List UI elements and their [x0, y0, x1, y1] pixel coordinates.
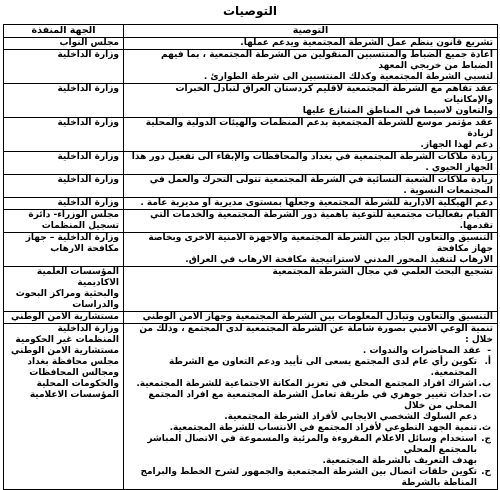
- executing-party-text: مجلس محافظة بغداد: [27, 357, 119, 367]
- executing-party-text: وزارة الداخلية: [57, 84, 119, 94]
- header-recommendation: التوصية: [124, 25, 498, 38]
- sub-item: [128, 434, 491, 456]
- sub-item: [128, 456, 477, 467]
- recommendation-cell: [124, 84, 498, 118]
- executing-party-text: المؤسسات الاعلامية: [29, 390, 119, 400]
- sub-item: [128, 357, 491, 379]
- recommendation-text: والتعاون لاسيما في المناطق المتنازع عليها: [302, 106, 493, 116]
- executing-party-text: المؤسسات العلمية الاكاديمية: [36, 267, 119, 288]
- sub-item-text: تكوين رأي عام لدى المجتمع يسعى الى تأييد ودعم التعاون مع الشرطة المجتمعية.: [169, 357, 477, 378]
- recommendation-text: عقد مؤتمر موسع للشرطة المجتمعية بدعم المنظمات والهيئات الدولية والمحلية لزيادة: [145, 118, 493, 139]
- executing-party-text: وزارة الداخلية: [57, 324, 119, 334]
- table-row: [4, 233, 498, 267]
- sub-item-label: ت.: [478, 390, 491, 400]
- sub-item-text: دعم السلوك الشخصي الايجابي لأفراد الشرطة المجتمعية.: [224, 412, 477, 422]
- sub-item-label: ح.: [481, 467, 491, 477]
- recommendation-cell: [124, 152, 498, 175]
- recommendation-text: الارهاب لتنفيذ المحور المدني لاستراتيجية مكافحة الارهاب في العراق.: [185, 255, 493, 265]
- executing-party-cell: [4, 267, 124, 312]
- sub-item-text: احداث تغيير جوهري في طريقة تعامل الشرطة المجتمعية مع افراد المجتمع المحلي من خلال: [148, 390, 477, 411]
- recommendation-text: التنسيق والتعاون الجاد بين الشرطة المجتمعية والاجهزة الامنية الاخرى وبخاصة جهاز مكافحة: [148, 233, 493, 254]
- table-row: [4, 152, 498, 175]
- table-row: [4, 210, 498, 233]
- recommendation-text: تشريع قانون ينظم عمل الشرطة المجتمعية ويدعم عملها.: [240, 38, 493, 48]
- executing-party-cell: [4, 210, 124, 233]
- recommendation-text: التنسيق والتعاون وتبادل المعلومات بين الشرطة المجتمعية وجهاز الامن الوطني: [142, 312, 493, 322]
- recommendation-text: زيادة ملاكات الشرطة المجتمعية في بغداد والمحافظات والإبقاء الى تفعيل دور هذا الجهاز الحيوي .: [131, 152, 493, 173]
- executing-party-text: والدراسات: [72, 300, 119, 310]
- executing-party-cell: [4, 38, 124, 50]
- recommendation-text: دعم لهذا الجهاز.: [420, 140, 493, 150]
- executing-party-text: وزارة الداخلية – جهاز: [25, 233, 119, 243]
- sub-item: [128, 379, 491, 390]
- sub-item-text: تكوين حلقات اتصال بين الشرطة المجتمعية والجمهور لشرح الخطط والبرامج المناطة بالشرطة: [140, 467, 477, 488]
- executing-party-text: وزارة الداخلية: [57, 50, 119, 60]
- sub-item-label: أ.: [484, 357, 491, 367]
- recommendations-table: [3, 24, 498, 490]
- executing-party-text: ومجالس المحافظات: [29, 368, 119, 378]
- executing-party-text: وزارة الداخلية: [57, 198, 119, 208]
- recommendation-text: اعادة جميع الضباط والمنتسبين المنقولين من الشرطة المجتمعية ، بما فيهم الضباط من خريجي المعهد: [161, 50, 493, 71]
- recommendation-cell: [124, 38, 498, 50]
- executing-party-text: مجلس النواب: [59, 38, 119, 48]
- executing-party-cell: [4, 50, 124, 84]
- recommendation-cell: [124, 267, 498, 312]
- sub-item-label: ث.: [478, 423, 491, 433]
- recommendation-cell: [124, 50, 498, 84]
- last-row-intro-1: تنمية الوعي الامني بصورة شاملة عن الشرطة المجتمعية لدى المجتمع ، وذلك من خلال :: [139, 324, 493, 345]
- recommendation-text: لتسبي الشرطة المجتمعية وكذلك المنتسبين الى شرطة الطوارئ .: [203, 72, 493, 82]
- sub-item: [128, 467, 491, 489]
- executing-party-cell: [4, 152, 124, 175]
- executing-party-text: تسجيل المنظمات: [41, 221, 119, 231]
- sub-item: [128, 423, 491, 434]
- executing-party-cell: [4, 84, 124, 118]
- recommendation-text: دعم الهيكلية الادارية للشرطة المجتمعية وجعلها بمستوى مديرية او مديرية عامة .: [140, 198, 493, 208]
- recommendation-cell: [124, 210, 498, 233]
- table-row: [4, 175, 498, 198]
- recommendation-cell: [124, 324, 498, 490]
- sub-item: [128, 412, 477, 423]
- header-executing-party: الجهة المنفذة: [4, 25, 124, 38]
- bullet-item: - عقد المحاضرات والندوات .: [128, 346, 481, 357]
- executing-party-text: وزارة الداخلية: [57, 118, 119, 128]
- sub-item-text: بهدف التعريف بالشرطة المجتمعية.: [322, 456, 477, 466]
- recommendation-cell: [124, 233, 498, 267]
- recommendation-cell: [124, 175, 498, 198]
- executing-party-cell: [4, 324, 124, 490]
- executing-party-text: مستشارية الامن الوطني: [10, 312, 119, 322]
- table-row: [4, 84, 498, 118]
- recommendation-text: تشجيع البحث العلمي في مجال الشرطة المجتمعية: [272, 267, 493, 277]
- executing-party-text: والحكومات المحلية: [36, 379, 119, 389]
- executing-party-text: مكافحة الارهاب: [50, 244, 119, 254]
- recommendation-cell: [124, 312, 498, 324]
- table-row: [4, 38, 498, 50]
- table-row: [4, 198, 498, 210]
- recommendation-cell: [124, 118, 498, 152]
- executing-party-text: مجلس الوزراء- دائرة: [28, 210, 119, 220]
- executing-party-text: والبحثية ومراكز البحوث: [15, 289, 119, 299]
- table-row: [4, 50, 498, 84]
- executing-party-text: مستشارية الامن الوطني: [10, 346, 119, 356]
- last-row-bullets: [128, 346, 493, 357]
- table-row: [4, 118, 498, 152]
- sub-item-label: ب.: [478, 379, 491, 389]
- recommendation-text: عقد تفاهم مع الشرطة المجتمعية لاقليم كردستان العراق لتبادل الخبرات والإمكانيات: [175, 84, 493, 105]
- executing-party-text: وزارة الداخلية: [57, 152, 119, 162]
- table-row-last: [4, 324, 498, 490]
- executing-party-cell: [4, 233, 124, 267]
- sub-item-list: [128, 357, 493, 489]
- table-row: [4, 312, 498, 324]
- table-row: [4, 267, 498, 312]
- executing-party-cell: [4, 118, 124, 152]
- executing-party-cell: [4, 175, 124, 198]
- recommendation-text: القيام بفعاليات مجتمعية للتوعية باهمية دور الشرطة المجتمعية والخدمات التي تقدمها.: [150, 210, 493, 231]
- executing-party-text: وزارة الداخلية: [57, 175, 119, 185]
- sub-item-text: اشراك افراد المجتمع المحلي في تعزيز المكانة الاجتماعية للشرطة المجتمعية.: [136, 379, 477, 389]
- executing-party-cell: [4, 198, 124, 210]
- executing-party-text: المنظمات غير الحكومية: [15, 335, 119, 345]
- table-header-row: [4, 25, 498, 38]
- recommendation-text: زيادة ملاكات الشعبة النسائية في الشرطة المجتمعية تتولى التحرك والعمل في المجتمعات النسوية .: [149, 175, 493, 196]
- executing-party-cell: [4, 312, 124, 324]
- document-title: التوصيات: [222, 4, 278, 18]
- sub-item-text: تنمية الجهد التطوعي لأفراد المجتمع في الانتساب للشرطة المجتمعية.: [169, 423, 477, 433]
- recommendation-cell: [124, 198, 498, 210]
- sub-item: [128, 390, 491, 412]
- sub-item-label: ج.: [481, 434, 491, 444]
- sub-item-text: استخدام وسائل الاعلام المقروءة والمرئية والمسموعة في الاتصال المباشر بالمجتمع المحلي: [147, 434, 477, 455]
